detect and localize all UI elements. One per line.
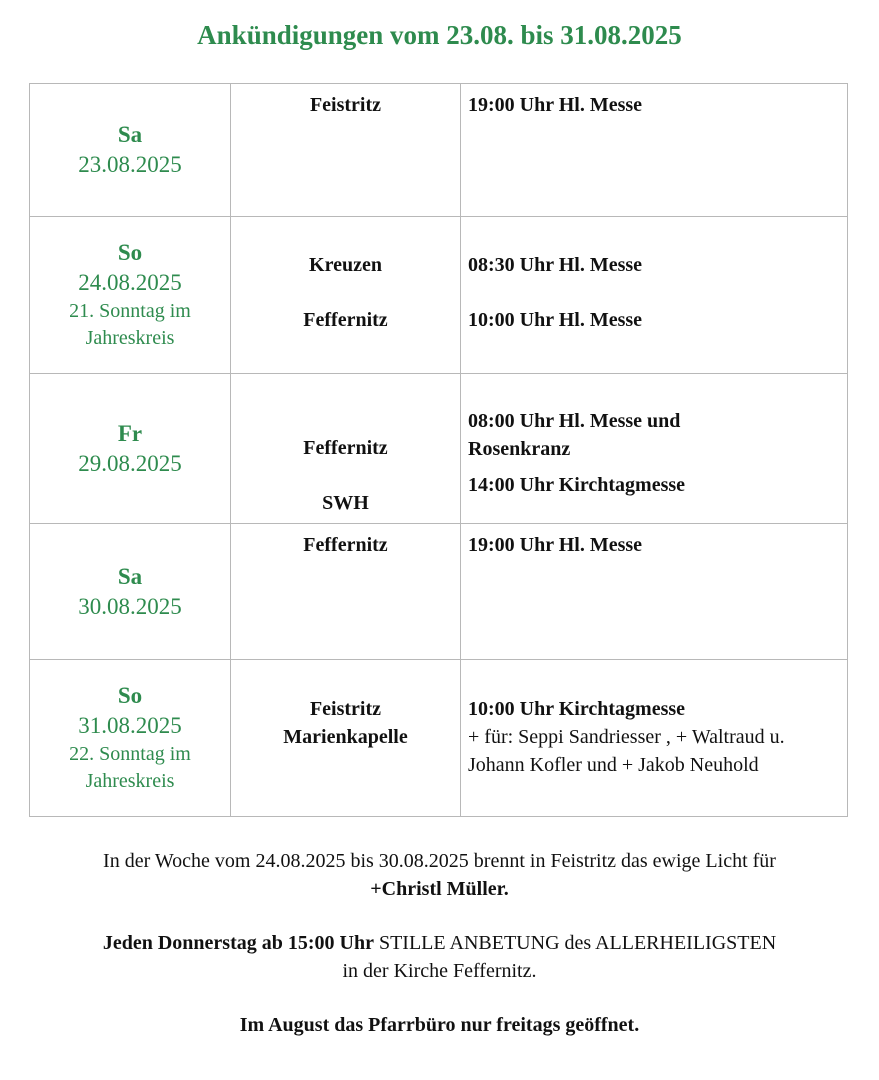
weekday: So xyxy=(117,240,143,265)
event: 10:00 Uhr Kirchtagmesse xyxy=(468,698,686,720)
place: Feffernitz xyxy=(303,534,388,556)
day-cell xyxy=(30,660,231,817)
weekday: So xyxy=(117,683,143,708)
eternal-light-notice xyxy=(0,847,879,903)
table-row xyxy=(30,84,848,217)
date: 29.08.2025 xyxy=(78,450,182,476)
adoration-time: Jeden Donnerstag ab 15:00 Uhr xyxy=(102,932,374,954)
place: Feistritz Marienkapelle xyxy=(283,698,408,748)
day-cell xyxy=(30,84,231,217)
table-row xyxy=(30,374,848,524)
place-cell xyxy=(231,374,461,524)
place-cell xyxy=(231,217,461,374)
event-cell xyxy=(461,524,848,660)
weekday: Sa xyxy=(117,122,143,147)
event: 19:00 Uhr Hl. Messe xyxy=(468,534,643,556)
adoration-text: STILLE ANBETUNG des ALLERHEILIGSTEN xyxy=(378,932,777,954)
day-cell xyxy=(30,524,231,660)
event: 08:00 Uhr Hl. Messe und Rosenkranz xyxy=(468,410,681,460)
date: 24.08.2025 xyxy=(78,270,182,295)
date: 23.08.2025 xyxy=(78,152,182,177)
weekday: Sa xyxy=(117,563,143,589)
place: Feffernitz xyxy=(303,309,388,331)
liturgical-note: 22. Sonntag im Jahreskreis xyxy=(69,743,191,792)
place-cell xyxy=(231,660,461,817)
place: Feistritz xyxy=(309,94,382,116)
place: SWH xyxy=(322,492,369,514)
schedule-table xyxy=(29,83,848,817)
table-row xyxy=(30,217,848,374)
date: 30.08.2025 xyxy=(78,593,182,619)
date: 31.08.2025 xyxy=(78,713,182,738)
event: 10:00 Uhr Hl. Messe xyxy=(468,309,643,331)
weekday: Fr xyxy=(117,420,143,446)
day-cell xyxy=(30,217,231,374)
place-cell xyxy=(231,84,461,217)
day-cell xyxy=(30,374,231,524)
event-cell xyxy=(461,84,848,217)
office-hours-notice: Im August das Pfarrbüro nur freitags geöffnet. xyxy=(239,1014,640,1036)
table-row xyxy=(30,660,848,817)
adoration-location: in der Kirche Feffernitz. xyxy=(342,960,537,982)
page-title: Ankündigungen vom 23.08. bis 31.08.2025 xyxy=(197,20,682,50)
place: Kreuzen xyxy=(309,254,382,276)
mass-intention: + für: Seppi Sandriesser , + Waltraud u. Johann Kofler und + Jakob Neuhold xyxy=(468,726,785,776)
table-row xyxy=(30,524,848,660)
place: Feffernitz xyxy=(303,437,388,459)
event: 19:00 Uhr Hl. Messe xyxy=(468,94,643,116)
eternal-light-text: In der Woche vom 24.08.2025 bis 30.08.2025 brennt in Feistritz das ewige Licht für xyxy=(103,850,776,872)
adoration-notice xyxy=(0,929,879,985)
event: 08:30 Uhr Hl. Messe xyxy=(468,254,643,276)
liturgical-note: 21. Sonntag im Jahreskreis xyxy=(69,300,191,349)
eternal-light-name: +Christl Müller. xyxy=(370,878,509,900)
place-cell xyxy=(231,524,461,660)
event-cell xyxy=(461,660,848,817)
event-cell xyxy=(461,217,848,374)
event: 14:00 Uhr Kirchtagmesse xyxy=(468,474,686,496)
event-cell xyxy=(461,374,848,524)
adoration-line xyxy=(0,929,879,957)
